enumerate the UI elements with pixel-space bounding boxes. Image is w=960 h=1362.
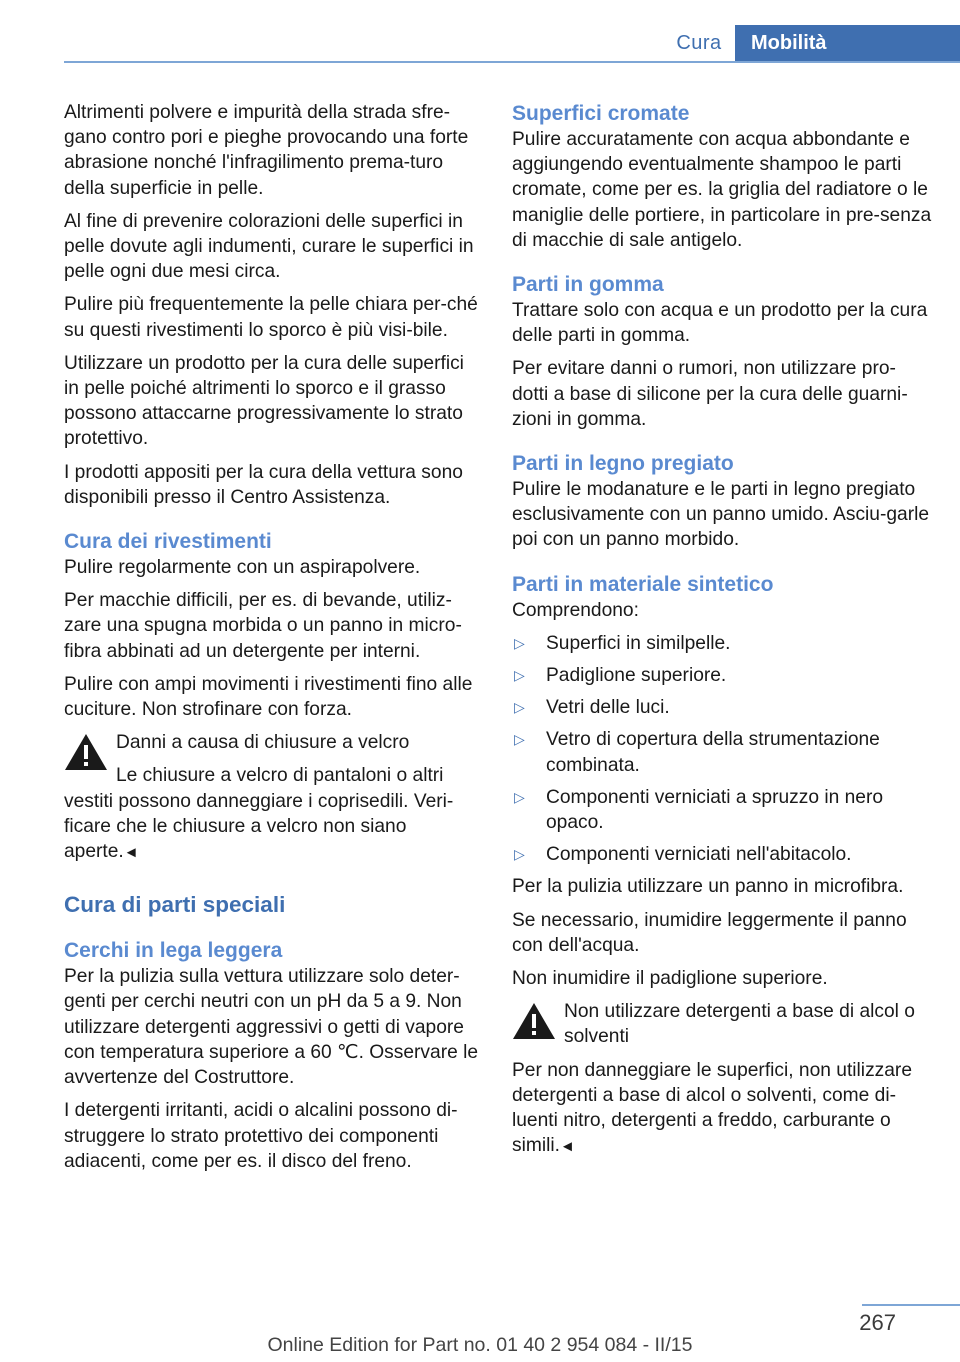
paragraph: Per evitare danni o rumori, non utilizzare pro-dotti a base di silicone per la cura delle guarni-zioni in gomma. [512, 358, 908, 430]
heading-parti-legno: Parti in legno pregiato [512, 452, 734, 476]
right-column [512, 100, 932, 1168]
end-mark-icon: ◄ [559, 1138, 575, 1156]
bullet-triangle-icon: ▷ [514, 731, 525, 748]
footer-rule [862, 1304, 960, 1306]
header-rule [64, 61, 960, 63]
list-item: ▷ Vetro di copertura della strumentazione combinata. [514, 729, 880, 776]
tab-mobilita: Mobilità [735, 25, 960, 61]
paragraph: Per la pulizia sulla vettura utilizzare solo deter-genti per cerchi neutri con un pH da 5 a 9. Non utilizzare detergenti aggressivi o getti di vapore con temperatura superiore a 60 ℃. Osservare le avvertenze del Costruttore. [64, 966, 479, 1089]
warning-body-line: Le chiusure a velcro di pantaloni o altri [116, 765, 444, 787]
warning-title: Danni a causa di chiusure a velcro [116, 732, 410, 754]
paragraph: Per macchie difficili, per es. di bevande, utiliz-zare una spugna morbida o un panno in micro-fibra abbinati ad un detergente per interni. [64, 590, 462, 662]
heading-parti-gomma: Parti in gomma [512, 273, 664, 297]
list-item: ▷ Padiglione superiore. [512, 663, 932, 688]
end-mark-icon: ◄ [123, 844, 139, 862]
paragraph: Pulire le modanature e le parti in legno pregiato esclusivamente con un panno umido. Asciu-garle poi con un panno morbido. [512, 479, 930, 551]
heading-cura-parti-speciali: Cura di parti speciali [64, 892, 286, 918]
chapter-tabs [663, 25, 960, 61]
warning-triangle-icon [511, 1001, 557, 1041]
warning-velcro [64, 730, 482, 788]
bullet-triangle-icon: ▷ [514, 846, 525, 863]
paragraph: I detergenti irritanti, acidi o alcalini possono di-struggere lo strato protettivo dei componenti adiacenti, come per es. il disco del freno. [64, 1100, 458, 1172]
paragraph: Al fine di prevenire colorazioni delle superfici in pelle dovute agli indumenti, curare le superfici in pelle ogni due mesi circa. [64, 210, 474, 283]
warning-triangle-icon [63, 732, 109, 772]
page-number: 267 [859, 1310, 896, 1335]
paragraph: Comprendono: [512, 599, 639, 621]
bullet-list [512, 631, 932, 868]
bullet-triangle-icon: ▷ [514, 667, 525, 684]
list-item: ▷ Superfici in similpelle. [512, 631, 932, 656]
heading-superfici-cromate: Superfici cromate [512, 102, 690, 125]
paragraph: I prodotti appositi per la cura della vettura sono disponibili presso il Centro Assistenza. [64, 461, 463, 508]
warning-body: Per non danneggiare le superfici, non utilizzare detergenti a base di alcol o solventi, come di-luenti nitro, detergenti a freddo, carburante o simili.◄ [512, 1059, 912, 1157]
heading-materiale-sintetico: Parti in materiale sintetico [512, 572, 774, 596]
left-column [64, 100, 482, 1182]
warning-solventi [512, 999, 932, 1049]
paragraph: Utilizzare un prodotto per la cura delle superfici in pelle poiché altrimenti lo sporco e il grasso possono attaccarne progressivamente lo strato protettivo. [64, 352, 464, 450]
paragraph: Per la pulizia utilizzare un panno in microfibra. [512, 876, 904, 898]
warning-body: vestiti possono danneggiare i coprisedili. Veri-ficare che le chiusure a velcro non siano aperte.◄ [64, 790, 454, 863]
bullet-triangle-icon: ▷ [514, 699, 525, 716]
list-item: ▷ Componenti verniciati a spruzzo in nero opaco. [514, 786, 884, 834]
bullet-triangle-icon: ▷ [514, 634, 525, 651]
paragraph: Pulire con ampi movimenti i rivestimenti fino alle cuciture. Non strofinare con forza. [64, 673, 473, 721]
list-item: ▷ Componenti verniciati nell'abitacolo. [512, 842, 932, 867]
paragraph: Non inumidire il padiglione superiore. [512, 968, 828, 990]
footer-edition: Online Edition for Part no. 01 40 2 954 084 - II/15 [267, 1334, 693, 1356]
paragraph: Pulire più frequentemente la pelle chiara per-ché su questi rivestimenti lo sporco è più visi-bile. [64, 294, 478, 341]
bullet-triangle-icon: ▷ [514, 788, 525, 805]
list-item: ▷ Vetri delle luci. [512, 695, 932, 720]
heading-cerchi: Cerchi in lega leggera [64, 939, 283, 963]
paragraph: Pulire regolarmente con un aspirapolvere. [64, 557, 421, 579]
heading-cura-rivestimenti: Cura dei rivestimenti [64, 530, 272, 554]
tab-cura: Cura [676, 31, 722, 54]
warning-title: Non utilizzare detergenti a base di alcol o solventi [564, 1001, 915, 1048]
paragraph: Trattare solo con acqua e un prodotto per la cura delle parti in gomma. [512, 300, 928, 347]
paragraph: Pulire accuratamente con acqua abbondante e aggiungendo eventualmente shampoo le parti cromate, come per es. la griglia del radiatore o le maniglie delle portiere, in particolare in pre-senza di macchie di sale antigelo. [512, 129, 932, 251]
paragraph: Se necessario, inumidire leggermente il panno con dell'acqua. [512, 909, 907, 956]
paragraph: Altrimenti polvere e impurità della strada sfre-gano contro pori e pieghe provocando una forte abrasione nonché l'infragilimento prema-turo della superficie in pelle. [64, 102, 469, 199]
